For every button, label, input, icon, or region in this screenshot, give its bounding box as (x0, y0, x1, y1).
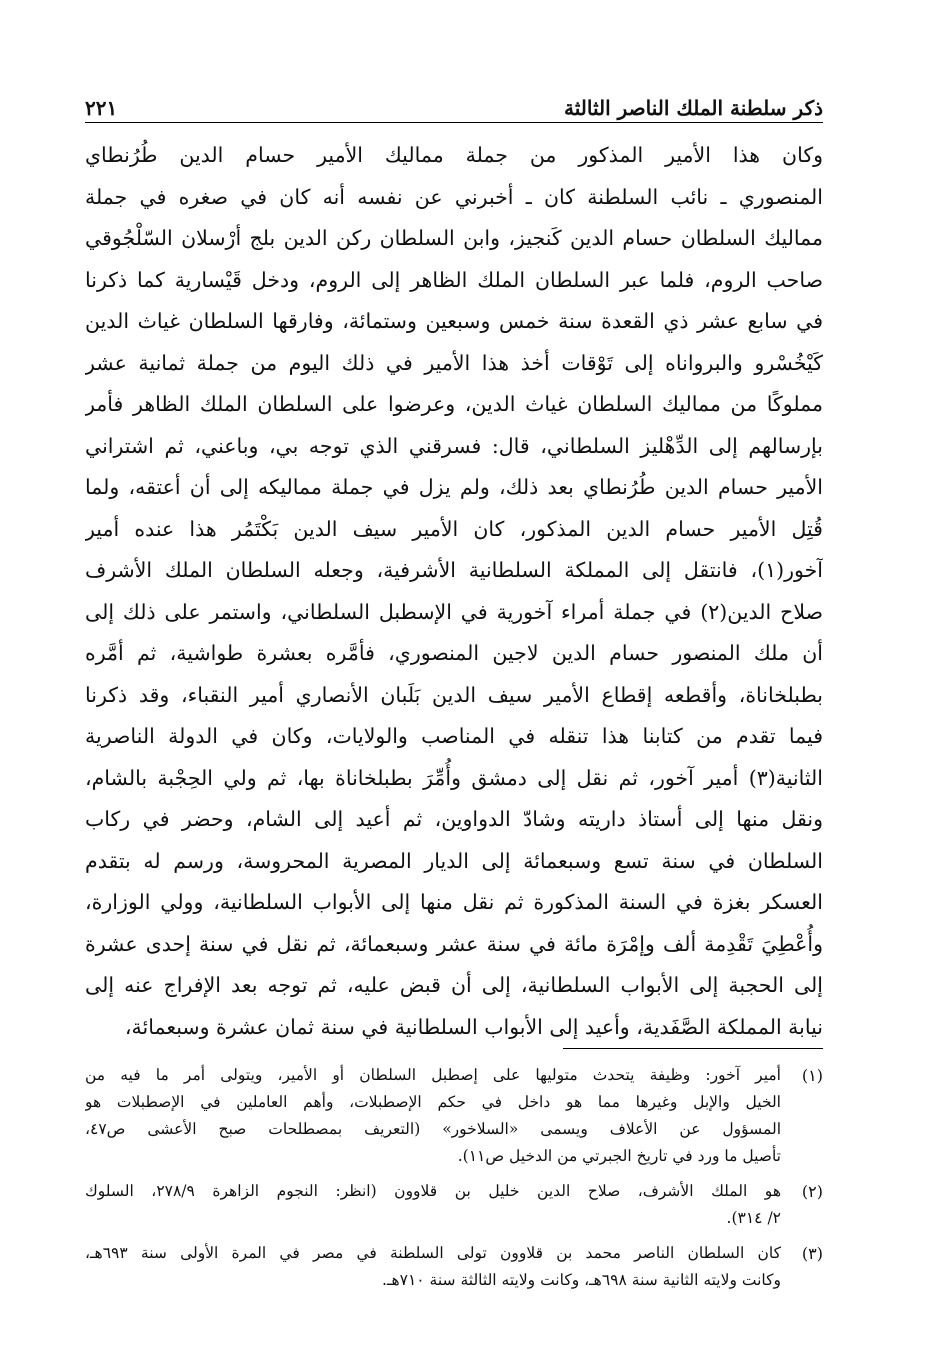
text-line: السلطان في سنة تسع وسبعمائة إلى الديار المصرية المحروسة، ورسم له بتقدم (85, 848, 823, 873)
footnote-number: (٢) (801, 1182, 823, 1201)
text-line: مماليك السلطان حسام الدين كَنجيز، وابن السلطان ركن الدين بلج أرْسلان السّلْجُوقي (85, 226, 823, 250)
running-header (85, 86, 823, 120)
text-line: قُتِل الأمير حسام الدين المذكور، كان الأمير سيف الدين بَكْتَمُر هذا عنده أمير (85, 516, 823, 541)
text-line: صاحب الروم، فلما عبر السلطان الملك الظاهر إلى الروم، ودخل قَيْسارية كما ذكرنا (85, 267, 823, 292)
text-line: الأمير حسام الدين طُرُنطاي بعد ذلك، ولم يزل في جملة مماليكه إلى أن أعتقه، ولما (85, 475, 823, 499)
text-line: المنصوري ـ نائب السلطنة كان ـ أخبرني عن نفسه أنه كان في صغره في جملة (85, 184, 823, 209)
text-line: وكان هذا الأمير المذكور من جملة مماليك الأمير حسام الدين طُرُنطاي (85, 143, 823, 167)
text-line: وأُعْطِيَ تَقْدِمة ألف وإمْرَة مائة في سنة عشر وسبعمائة، ثم نقل في سنة إحدى عشرة (85, 931, 823, 956)
footnote-line: وكانت ولايته الثانية سنة ٦٩٨هـ، وكانت ولايته الثالثة سنة ٧١٠هـ. (381, 1271, 781, 1289)
text-line: في سابع عشر ذي القعدة سنة خمس وسبعين وستمائة، وفارقها السلطان غياث الدين (85, 309, 823, 333)
text-line: نيابة المملكة الصَّفَدية، وأعيد إلى الأبواب السلطانية في سنة ثمان عشرة وسبعمائة، (124, 1014, 823, 1039)
footnote-text (85, 1178, 781, 1232)
footnote-text (85, 1062, 781, 1170)
text-line: صلاح الدين(٢) في جملة أمراء آخورية في الإسطبل السلطاني، واستمر على ذلك إلى (85, 599, 823, 624)
text-line: الثانية(٣) أمير آخور، ثم نقل إلى دمشق وأُمِّرَ بطبلخاناة بها، ثم ولي الحِجْبة بالشام، (85, 765, 823, 790)
footnote-line: أمير آخور: وظيفة يتحدث متوليها على إصطبل السلطان أو الأمير، ويتولى أمر ما فيه من (85, 1066, 781, 1084)
text-line: إلى الحجبة إلى الأبواب السلطانية، إلى أن قبض عليه، ثم توجه بعد الإفراج عنه إلى (85, 973, 823, 997)
footnote (85, 1178, 823, 1232)
footnote-line: الخيل والإبل وغيرها مما هو داخل في حكم الإصطبلات، وأهم العاملين في الإصطبلات هو (85, 1093, 781, 1111)
running-title: ذكر سلطنة الملك الناصر الثالثة (564, 96, 823, 120)
footnote (85, 1062, 823, 1170)
footnote-text (85, 1240, 781, 1294)
text-line: آخور(١)، فانتقل إلى المملكة السلطانية الأشرفية، وجعله السلطان الملك الأشرف (85, 558, 823, 582)
page-number: ٢٢١ (85, 96, 118, 120)
text-line: مملوكًا من مماليك السلطان غياث الدين، وعرضوا على السلطان الملك الظاهر فأمر (85, 392, 823, 416)
footnote-number: (٣) (801, 1244, 823, 1263)
footnote-divider (563, 1048, 823, 1049)
text-line: أن ملك المنصور حسام الدين لاجين المنصوري، فأمَّره بعشرة طواشية، ثم أمَّره (85, 641, 823, 665)
text-line: ونقل منها إلى أستاذ داريته وشادّ الدواوين، ثم أعيد إلى الشام، وحضر في ركاب (85, 807, 823, 831)
text-line: فيما تقدم من كتابنا هذا تنقله في المناصب والولايات، وكان في الدولة الناصرية (85, 724, 823, 748)
footnote-line: كان السلطان الناصر محمد بن قلاوون تولى السلطنة في مصر في المرة الأولى سنة ٦٩٣هـ، (85, 1244, 781, 1262)
footnote-line: المسؤول عن الأعلاف ويسمى «السلاخور» (التعريف بمصطلحات صبح الأعشى ص٤٧، (85, 1120, 781, 1138)
text-line: بطبلخاناة، وأقطعه إقطاع الأمير سيف الدين بَلَبان الأنصاري أمير النقباء، وقد ذكرنا (85, 682, 823, 707)
footnotes (85, 1062, 823, 1302)
footnote (85, 1240, 823, 1294)
footnote-line: هو الملك الأشرف، صلاح الدين خليل بن قلاوون (انظر: النجوم الزاهرة ٢٧٨/٩، السلوك (85, 1182, 781, 1200)
main-text (85, 135, 823, 1048)
text-line: كَيْخُسْرو والبرواناه إلى تَوْقات أخذ هذا الأمير في ذلك اليوم من جملة ثمانية عشر (85, 350, 823, 375)
text-line: بإرسالهم إلى الدِّهْليز السلطاني، قال: فسرقني الذي توجه بي، وباعني، ثم اشتراني (85, 433, 823, 458)
footnote-number: (١) (801, 1066, 823, 1085)
header-divider (85, 122, 823, 123)
text-line: العسكر بغزة في السنة المذكورة ثم نقل منها إلى الأبواب السلطانية، وولي الوزارة، (85, 890, 823, 914)
footnote-line: ٢/ ٣١٤). (726, 1209, 781, 1227)
footnote-line: تأصيل ما ورد في تاريخ الجبرتي من الدخيل ص١١). (457, 1147, 781, 1165)
